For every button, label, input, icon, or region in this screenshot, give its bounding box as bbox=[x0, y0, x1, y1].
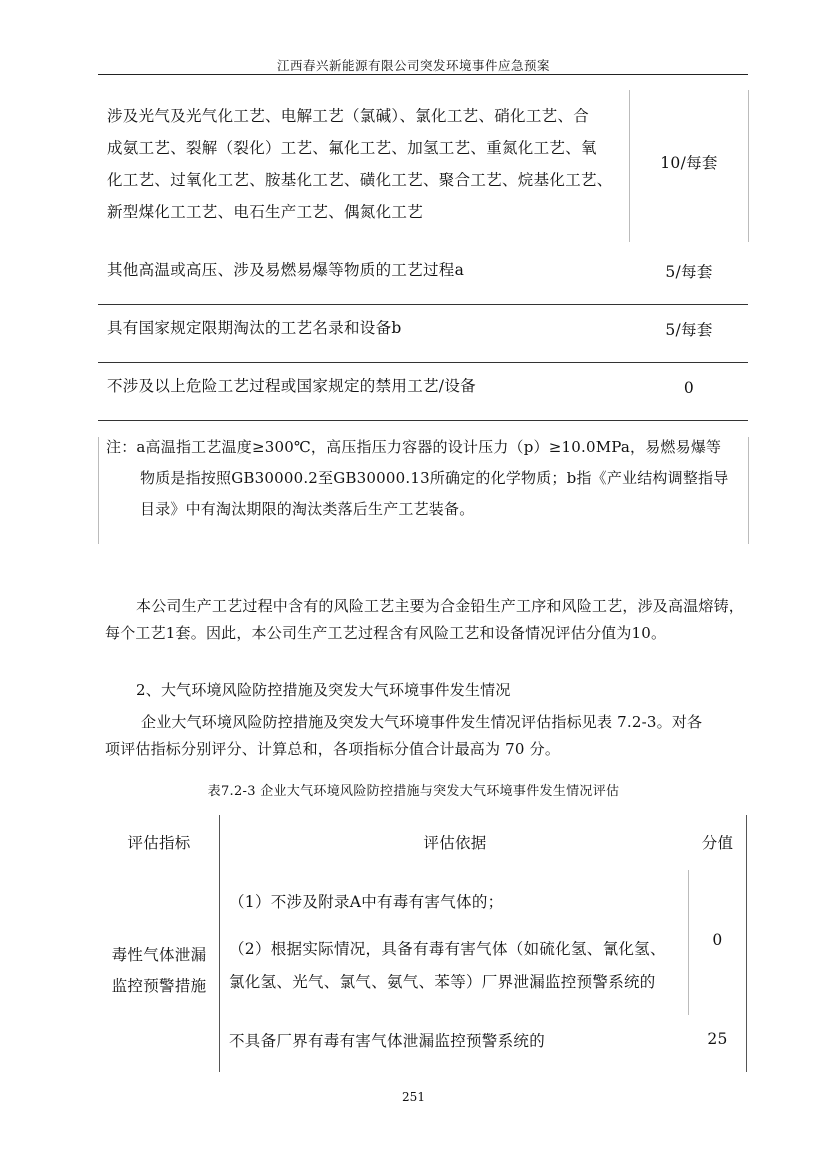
paragraph-2 bbox=[105, 709, 750, 763]
text-line: 成氨工艺、裂解（裂化）工艺、氟化工艺、加氢工艺、重氮化工艺、氧 bbox=[107, 139, 597, 157]
table-2-criteria: 不具备厂界有毒有害气体泄漏监控预警系统的 bbox=[229, 1032, 546, 1050]
text-line: 化工艺、过氧化工艺、胺基化工艺、磺化工艺、聚合工艺、烷基化工艺、 bbox=[107, 171, 613, 189]
table-2-score: 0 bbox=[712, 931, 723, 949]
table-1-cell-process: 具有国家规定限期淘汰的工艺名录和设备b bbox=[107, 319, 402, 337]
table-1-row-divider bbox=[98, 304, 748, 305]
table-1-row-divider bbox=[98, 362, 748, 363]
table-1-left-border bbox=[98, 437, 99, 544]
indicator-line: 毒性气体泄漏 bbox=[111, 946, 207, 964]
table-1-cell-score: 10/每套 bbox=[660, 154, 718, 172]
criteria-line: 氯化氢、光气、氯气、氨气、苯等）厂界泄漏监控预警系统的 bbox=[229, 973, 656, 991]
table-1-note bbox=[106, 432, 728, 525]
indicator-line: 监控预警措施 bbox=[111, 977, 207, 995]
text-line: 涉及光气及光气化工艺、电解工艺（氯碱）、氯化工艺、硝化工艺、合 bbox=[107, 107, 590, 125]
table-2-header-criteria: 评估依据 bbox=[423, 834, 487, 852]
table-1-cell-process: 其他高温或高压、涉及易燃易爆等物质的工艺过程a bbox=[107, 261, 465, 279]
table-2-header-indicator: 评估指标 bbox=[127, 834, 191, 852]
paragraph-1 bbox=[105, 593, 750, 647]
text-line: 新型煤化工工艺、电石生产工艺、偶氮化工艺 bbox=[107, 203, 424, 221]
table-2-column-divider bbox=[219, 815, 220, 1072]
note-line: 物质是指按照GB30000.2至GB30000.13所确定的化学物质；b指《产业结构调整指导 bbox=[140, 469, 729, 487]
header-title: 江西春兴新能源有限公司突发环境事件应急预案 bbox=[276, 58, 550, 73]
table-2-caption: 表7.2-3 企业大气环境风险防控措施与突发大气环境事件发生情况评估 bbox=[207, 784, 620, 799]
header-rule bbox=[98, 74, 748, 75]
table-2-criteria bbox=[229, 887, 666, 999]
table-1-cell-score: 0 bbox=[683, 379, 695, 397]
table-1-right-border bbox=[748, 437, 749, 544]
table-1-cell-score: 5/每套 bbox=[665, 263, 713, 281]
note-line: 注：a高温指工艺温度≥300℃，高压指压力容器的设计压力（p）≥10.0MPa，易燃易爆等 bbox=[106, 438, 722, 456]
paragraph-line: 每个工艺1套。因此，本公司生产工艺过程含有风险工艺和设备情况评估分值为10。 bbox=[105, 624, 667, 642]
paragraph-line: 企业大气环境风险防控措施及突发大气环境事件发生情况评估指标见表 7.2-3。对各 bbox=[141, 713, 703, 731]
table-2-indicator bbox=[99, 940, 219, 1002]
table-2-header-score: 分值 bbox=[701, 834, 734, 852]
table-2-right-border bbox=[746, 815, 747, 1072]
table-1-cell-score: 5/每套 bbox=[665, 321, 713, 339]
table-1-right-border bbox=[748, 90, 749, 242]
paragraph-line: 项评估指标分别评分、计算总和，各项指标分值合计最高为 70 分。 bbox=[105, 740, 561, 758]
paragraph-line: 本公司生产工艺过程中含有的风险工艺主要为合金铅生产工序和风险工艺，涉及高温熔铸， bbox=[136, 597, 745, 615]
section-heading: 2、大气环境风险防控措施及突发大气环境事件发生情况 bbox=[136, 681, 511, 699]
table-1-row-divider bbox=[98, 420, 748, 421]
table-2-score: 25 bbox=[707, 1030, 728, 1048]
page-number: 251 bbox=[402, 1090, 425, 1104]
table-1-cell-process: 不涉及以上危险工艺过程或国家规定的禁用工艺/设备 bbox=[107, 377, 476, 395]
criteria-line: （1）不涉及附录A中有毒有害气体的； bbox=[229, 893, 504, 911]
note-line: 目录》中有淘汰期限的淘汰类落后生产工艺装备。 bbox=[140, 500, 475, 518]
table-1-cell-process bbox=[107, 100, 613, 228]
criteria-line: （2）根据实际情况，具备有毒有害气体（如硫化氢、氰化氢、 bbox=[229, 940, 666, 958]
